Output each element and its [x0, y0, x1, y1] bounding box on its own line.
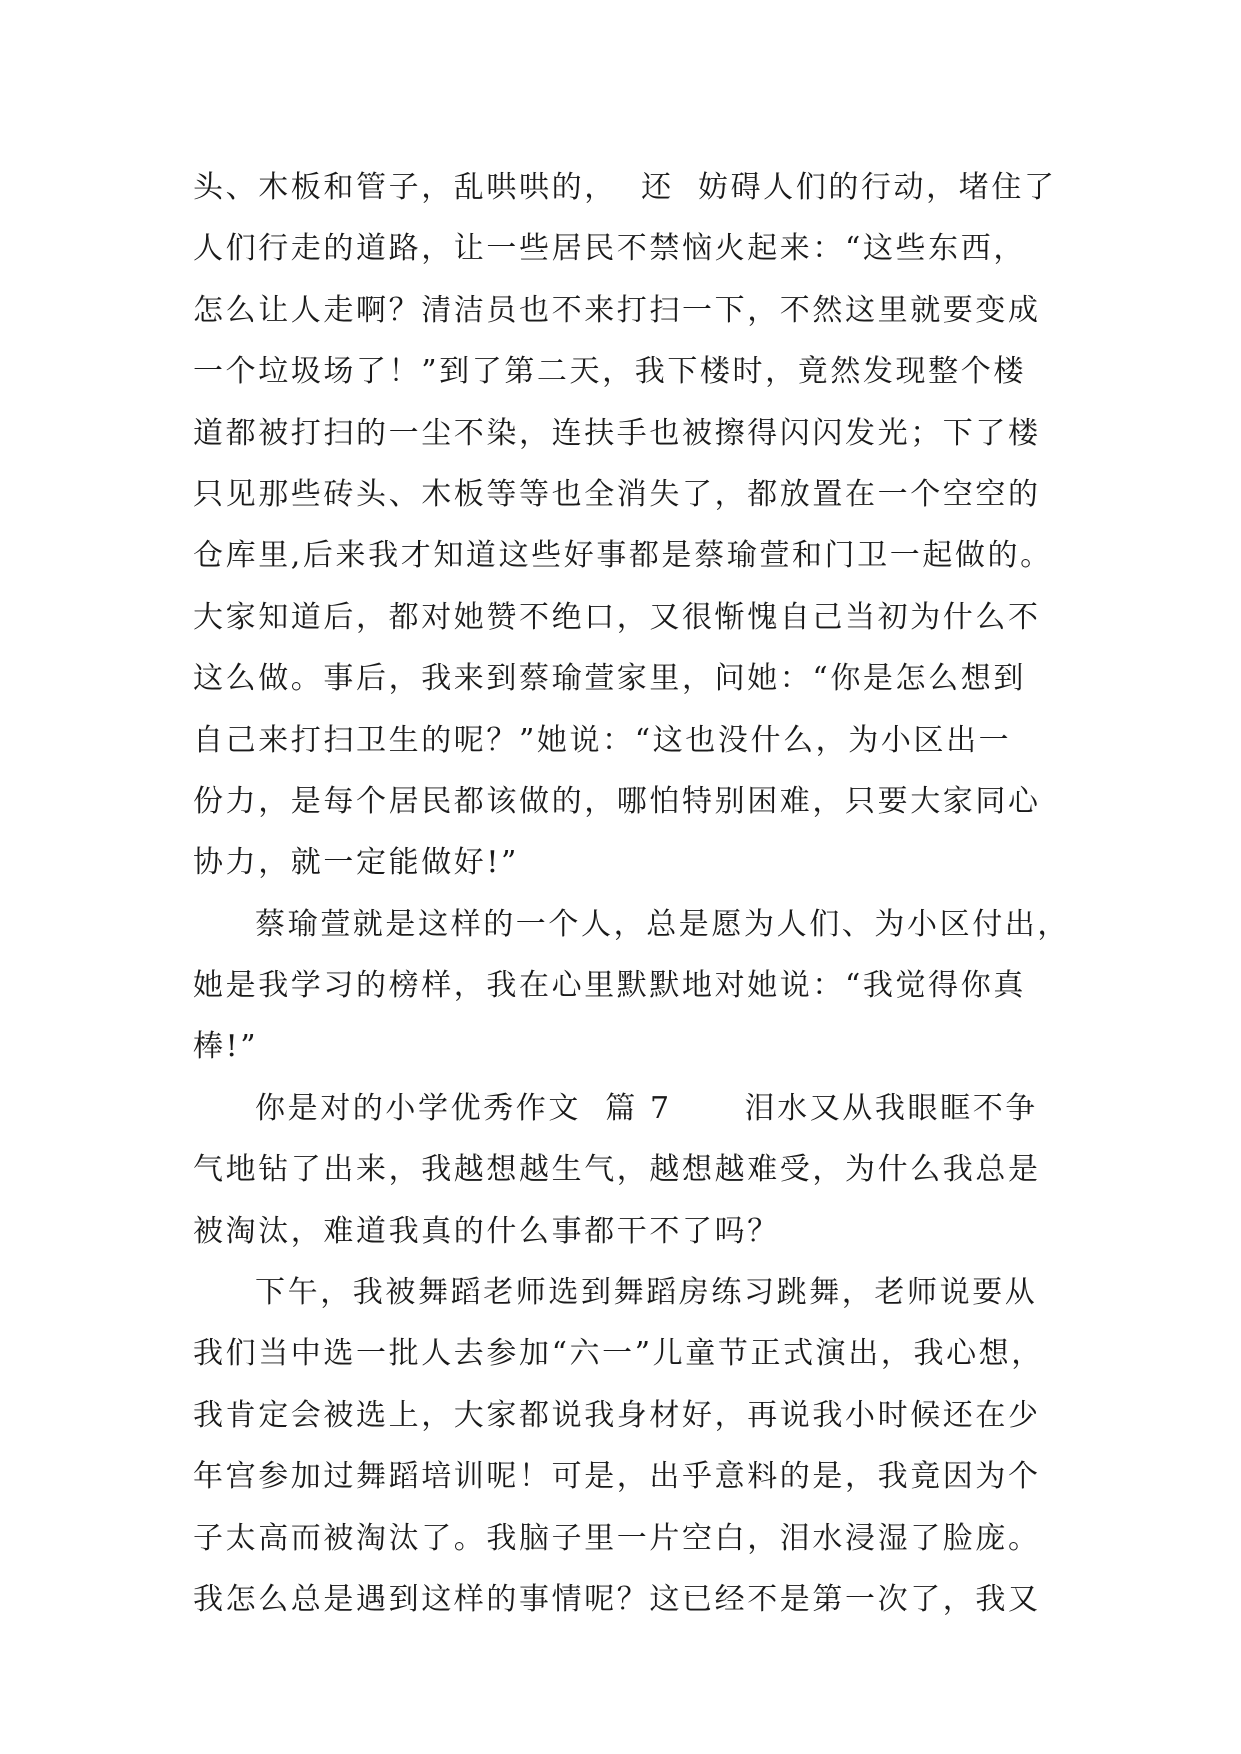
paragraph-start-line: 蔡瑜萱就是这样的一个人，总是愿为人们、为小区付出，: [255, 906, 1070, 942]
text-line: 份力，是每个居民都该做的，哪怕特别困难，只要大家同心: [193, 783, 1041, 819]
text-line: 我们当中选一批人去参加“六一”儿童节正式演出，我心想，: [193, 1336, 1044, 1372]
text-line: 道都被打扫的一尘不染，连扶手也被擦得闪闪发光；下了楼: [193, 415, 1041, 451]
text-line: 人们行走的道路，让一些居民不禁恼火起来：“这些东西，: [193, 231, 1026, 267]
text-line: 她是我学习的榜样，我在心里默默地对她说：“我觉得你真: [193, 968, 1026, 1004]
text-line: 被淘汰，难道我真的什么事都干不了吗？: [193, 1213, 780, 1249]
text-line: 自己来打扫卫生的呢？”她说：“这也没什么，为小区出一: [193, 722, 1012, 758]
text-line: 这么做。事后，我来到蔡瑜萱家里，问她：“你是怎么想到: [193, 661, 1026, 697]
text-line: 协力，就一定能做好!”: [193, 845, 519, 881]
text-line: 一个垃圾场了！”到了第二天，我下楼时，竟然发现整个楼: [193, 354, 1026, 390]
text-line: 只见那些砖头、木板等等也全消失了，都放置在一个空空的: [193, 476, 1041, 512]
text-line: 气地钻了出来，我越想越生气，越想越难受，为什么我总是: [193, 1152, 1041, 1188]
text-line: 怎么让人走啊？清洁员也不来打扫一下，不然这里就要变成: [193, 292, 1041, 328]
text-line: 年宫参加过舞蹈培训呢！可是，出乎意料的是，我竟因为个: [193, 1459, 1041, 1495]
section-heading-line: 你是对的小学优秀作文 篇 7 泪水又从我眼眶不争: [255, 1090, 1038, 1126]
text-line: 我怎么总是遇到这样的事情呢？这已经不是第一次了，我又: [193, 1581, 1041, 1617]
essay-body: [193, 157, 1070, 1630]
text-line: 棒!”: [193, 1029, 259, 1065]
paragraph-start-line: 下午，我被舞蹈老师选到舞蹈房练习跳舞，老师说要从: [255, 1275, 1038, 1311]
text-line: 头、木板和管子，乱哄哄的， 还 妨碍人们的行动，堵住了: [193, 170, 1057, 205]
text-line: 子太高而被淘汰了。我脑子里一片空白，泪水浸湿了脸庞。: [193, 1520, 1041, 1556]
text-line: 仓库里,后来我才知道这些好事都是蔡瑜萱和门卫一起做的。: [193, 538, 1053, 574]
text-line: 我肯定会被选上，大家都说我身材好，再说我小时候还在少: [193, 1397, 1041, 1433]
text-line: 大家知道后，都对她赞不绝口，又很惭愧自己当初为什么不: [193, 599, 1041, 635]
